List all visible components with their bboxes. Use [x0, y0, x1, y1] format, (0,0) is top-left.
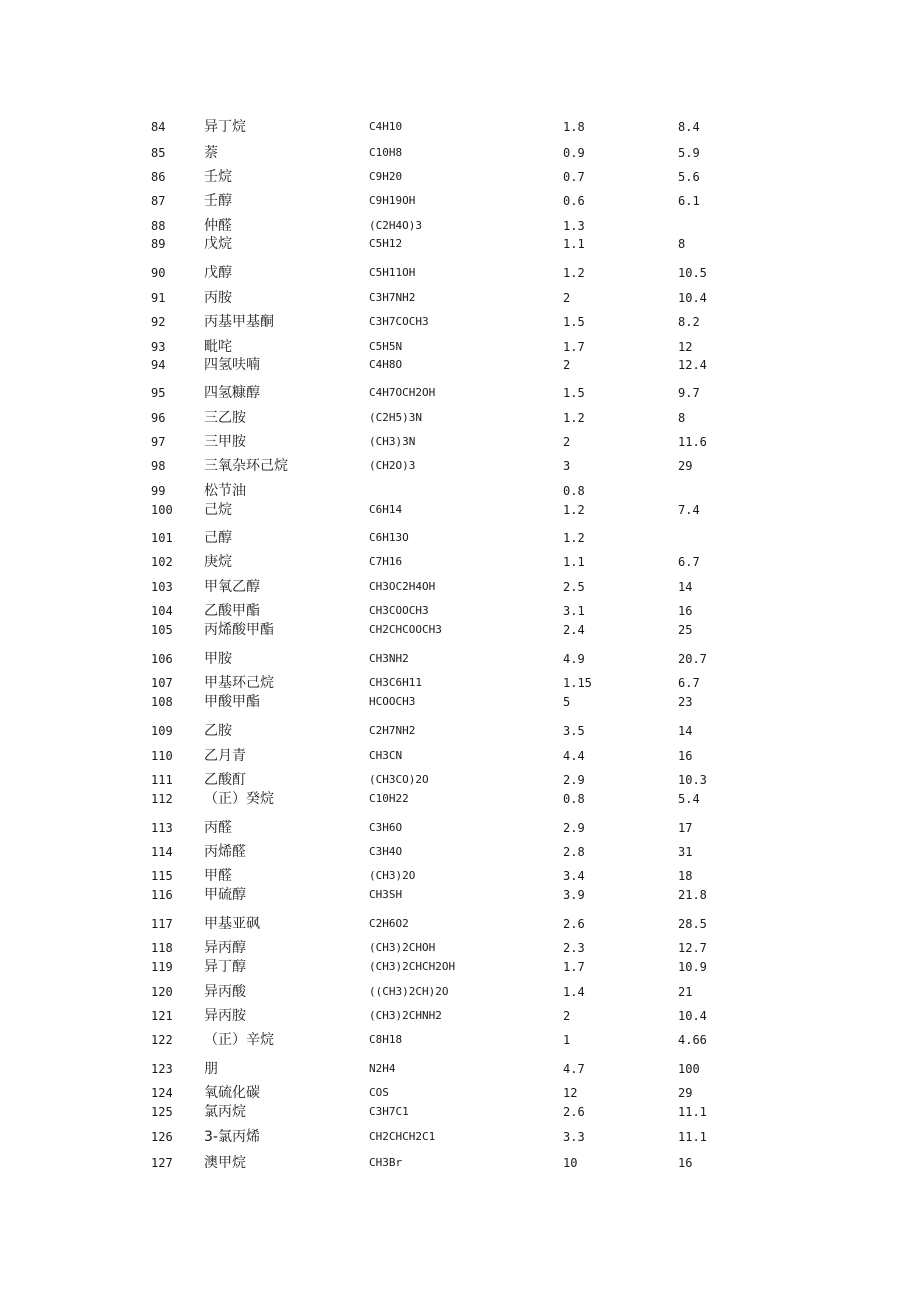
upper-limit-value: 23 [678, 695, 693, 709]
table-row [0, 552, 920, 572]
chemical-formula: C9H20 [369, 170, 403, 183]
row-number: 115 [151, 869, 173, 883]
table-row [0, 1006, 920, 1026]
upper-limit-value: 16 [678, 1156, 693, 1170]
chemical-formula: C3H4O [369, 845, 403, 858]
table-row [0, 456, 920, 476]
chemical-name: 壬醇 [204, 193, 232, 209]
table-row [0, 500, 920, 520]
table-row [0, 1030, 920, 1050]
lower-limit-value: 1.7 [563, 340, 585, 354]
upper-limit-value: 21.8 [678, 888, 707, 902]
lower-limit-value: 3 [563, 459, 571, 473]
upper-limit-value: 4.66 [678, 1033, 707, 1047]
upper-limit-value: 28.5 [678, 917, 707, 931]
lower-limit-value: 10 [563, 1156, 578, 1170]
chemical-name: 丙基甲基酮 [204, 314, 274, 330]
chemical-formula: CH3CN [369, 749, 403, 762]
row-number: 98 [151, 459, 166, 473]
chemical-formula: CH3C6H11 [369, 676, 422, 689]
upper-limit-value: 14 [678, 580, 693, 594]
table-row [0, 117, 920, 137]
lower-limit-value: 2.6 [563, 917, 585, 931]
upper-limit-value: 17 [678, 821, 693, 835]
lower-limit-value: 1.5 [563, 315, 585, 329]
chemical-formula: (CH3)2O [369, 869, 416, 882]
lower-limit-value: 3.9 [563, 888, 585, 902]
chemical-name: 毗咤 [204, 339, 232, 355]
row-number: 97 [151, 435, 166, 449]
chemical-name: 壬烷 [204, 169, 232, 185]
chemical-name: 丙烯酸甲酯 [204, 622, 274, 638]
row-number: 124 [151, 1086, 173, 1100]
row-number: 108 [151, 695, 173, 709]
table-row [0, 191, 920, 211]
chemical-name: 戊醇 [204, 265, 232, 281]
upper-limit-value: 31 [678, 845, 693, 859]
upper-limit-value: 12 [678, 340, 693, 354]
chemical-name: 异丁醇 [204, 959, 246, 975]
upper-limit-value: 10.3 [678, 773, 707, 787]
upper-limit-value: 11.1 [678, 1105, 707, 1119]
row-number: 90 [151, 266, 166, 280]
row-number: 122 [151, 1033, 173, 1047]
chemical-name: 异丙酸 [204, 984, 246, 1000]
upper-limit-value: 10.4 [678, 1009, 707, 1023]
row-number: 120 [151, 985, 173, 999]
table-row [0, 818, 920, 838]
chemical-formula: C10H22 [369, 792, 409, 805]
table-row [0, 746, 920, 766]
chemical-formula: (CH3)2CHCH2OH [369, 960, 456, 973]
row-number: 105 [151, 623, 173, 637]
row-number: 95 [151, 386, 166, 400]
row-number: 88 [151, 219, 166, 233]
chemical-formula: COS [369, 1086, 389, 1099]
lower-limit-value: 2.5 [563, 580, 585, 594]
upper-limit-value: 8.2 [678, 315, 700, 329]
row-number: 89 [151, 237, 166, 251]
chemical-formula: C4H7OCH2OH [369, 386, 436, 399]
chemical-formula: C3H6O [369, 821, 403, 834]
row-number: 92 [151, 315, 166, 329]
lower-limit-value: 1.3 [563, 219, 585, 233]
chemical-name: 异丁烷 [204, 119, 246, 135]
table-row [0, 692, 920, 712]
chemical-name: 氧硫化碳 [204, 1085, 260, 1101]
upper-limit-value: 5.9 [678, 146, 700, 160]
chemical-formula: C4H8O [369, 358, 403, 371]
chemical-formula: C3H7NH2 [369, 291, 416, 304]
lower-limit-value: 2.3 [563, 941, 585, 955]
upper-limit-value: 29 [678, 1086, 693, 1100]
row-number: 106 [151, 652, 173, 666]
upper-limit-value: 10.5 [678, 266, 707, 280]
lower-limit-value: 0.8 [563, 792, 585, 806]
chemical-name: 乙酸甲酯 [204, 603, 260, 619]
chemical-formula: (CH2O)3 [369, 459, 416, 472]
chemical-formula: (C2H5)3N [369, 411, 422, 424]
table-row [0, 982, 920, 1002]
row-number: 114 [151, 845, 173, 859]
upper-limit-value: 14 [678, 724, 693, 738]
chemical-formula: CH3COOCH3 [369, 604, 429, 617]
row-number: 104 [151, 604, 173, 618]
table-row [0, 1127, 920, 1147]
chemical-formula: C5H11OH [369, 266, 416, 279]
row-number: 99 [151, 484, 166, 498]
row-number: 87 [151, 194, 166, 208]
chemical-name: 澳甲烷 [204, 1155, 246, 1171]
row-number: 109 [151, 724, 173, 738]
upper-limit-value: 6.7 [678, 676, 700, 690]
upper-limit-value: 11.6 [678, 435, 707, 449]
table-row [0, 649, 920, 669]
lower-limit-value: 3.1 [563, 604, 585, 618]
lower-limit-value: 2.4 [563, 623, 585, 637]
upper-limit-value: 6.7 [678, 555, 700, 569]
chemical-formula: CH3OC2H4OH [369, 580, 436, 593]
row-number: 119 [151, 960, 173, 974]
row-number: 118 [151, 941, 173, 955]
upper-limit-value: 11.1 [678, 1130, 707, 1144]
chemical-formula: (CH3)2CHNH2 [369, 1009, 442, 1022]
chemical-name: 甲胺 [204, 651, 232, 667]
lower-limit-value: 1.5 [563, 386, 585, 400]
chemical-formula: C3H7C1 [369, 1105, 409, 1118]
row-number: 84 [151, 120, 166, 134]
table-row [0, 1153, 920, 1173]
row-number: 103 [151, 580, 173, 594]
lower-limit-value: 4.7 [563, 1062, 585, 1076]
chemical-formula: C5H12 [369, 237, 403, 250]
chemical-name: 三甲胺 [204, 434, 246, 450]
table-row [0, 866, 920, 886]
table-row [0, 216, 920, 236]
lower-limit-value: 0.7 [563, 170, 585, 184]
row-number: 125 [151, 1105, 173, 1119]
chemical-formula: C6H13O [369, 531, 409, 544]
lower-limit-value: 0.9 [563, 146, 585, 160]
row-number: 91 [151, 291, 166, 305]
table-row [0, 263, 920, 283]
chemical-name: 朋 [204, 1061, 218, 1077]
chemical-formula: C3H7COCH3 [369, 315, 429, 328]
upper-limit-value: 8 [678, 411, 686, 425]
table-row [0, 914, 920, 934]
table-row [0, 673, 920, 693]
lower-limit-value: 12 [563, 1086, 578, 1100]
chemical-formula: C4H10 [369, 120, 403, 133]
row-number: 107 [151, 676, 173, 690]
upper-limit-value: 5.4 [678, 792, 700, 806]
lower-limit-value: 3.4 [563, 869, 585, 883]
lower-limit-value: 1.15 [563, 676, 592, 690]
row-number: 112 [151, 792, 173, 806]
chemical-formula: C6H14 [369, 503, 403, 516]
chemical-name: 甲酸甲酯 [204, 694, 260, 710]
chemical-formula: (CH3)3N [369, 435, 416, 448]
table-row [0, 842, 920, 862]
lower-limit-value: 1.4 [563, 985, 585, 999]
lower-limit-value: 4.4 [563, 749, 585, 763]
chemical-formula: CH2CHCOOCH3 [369, 623, 442, 636]
chemical-formula: C9H19OH [369, 194, 416, 207]
lower-limit-value: 1.2 [563, 531, 585, 545]
lower-limit-value: 4.9 [563, 652, 585, 666]
upper-limit-value: 16 [678, 749, 693, 763]
lower-limit-value: 2.9 [563, 773, 585, 787]
table-row [0, 481, 920, 501]
chemical-formula: (CH3)2CHOH [369, 941, 436, 954]
row-number: 126 [151, 1130, 173, 1144]
row-number: 117 [151, 917, 173, 931]
chemical-name: 四氢糠醇 [204, 385, 260, 401]
row-number: 93 [151, 340, 166, 354]
row-number: 101 [151, 531, 173, 545]
chemical-formula: C2H7NH2 [369, 724, 416, 737]
chemical-name: 丙烯醛 [204, 844, 246, 860]
lower-limit-value: 1.2 [563, 503, 585, 517]
row-number: 102 [151, 555, 173, 569]
upper-limit-value: 8.4 [678, 120, 700, 134]
chemical-name: 庚烷 [204, 554, 232, 570]
lower-limit-value: 2 [563, 358, 571, 372]
lower-limit-value: 2.6 [563, 1105, 585, 1119]
table-row [0, 620, 920, 640]
upper-limit-value: 8 [678, 237, 686, 251]
table-row [0, 1059, 920, 1079]
lower-limit-value: 2 [563, 291, 571, 305]
table-row [0, 337, 920, 357]
row-number: 123 [151, 1062, 173, 1076]
table-row [0, 1102, 920, 1122]
chemical-name: 甲硫醇 [204, 887, 246, 903]
chemical-name: 乙酸酊 [204, 772, 246, 788]
chemical-name: 乙月青 [204, 748, 246, 764]
chemical-formula: C2H6O2 [369, 917, 409, 930]
upper-limit-value: 12.4 [678, 358, 707, 372]
table-row [0, 721, 920, 741]
table-row [0, 789, 920, 809]
chemical-name: 萘 [204, 145, 218, 161]
table-row [0, 432, 920, 452]
upper-limit-value: 20.7 [678, 652, 707, 666]
chemical-name: 异丙胺 [204, 1008, 246, 1024]
chemical-name: 甲基亚砜 [204, 916, 260, 932]
table-row [0, 383, 920, 403]
lower-limit-value: 2 [563, 435, 571, 449]
chemical-formula: C8H18 [369, 1033, 403, 1046]
lower-limit-value: 0.6 [563, 194, 585, 208]
chemical-formula: CH3NH2 [369, 652, 409, 665]
lower-limit-value: 2 [563, 1009, 571, 1023]
chemical-formula: C5H5N [369, 340, 403, 353]
chemical-formula: C7H16 [369, 555, 403, 568]
chemical-formula: N2H4 [369, 1062, 396, 1075]
row-number: 100 [151, 503, 173, 517]
chemical-name: 戊烷 [204, 236, 232, 252]
chemical-name: 甲醛 [204, 868, 232, 884]
lower-limit-value: 0.8 [563, 484, 585, 498]
chemical-name: 丙醛 [204, 820, 232, 836]
table-row [0, 288, 920, 308]
table-row [0, 167, 920, 187]
chemical-name: 异丙醇 [204, 940, 246, 956]
upper-limit-value: 7.4 [678, 503, 700, 517]
upper-limit-value: 6.1 [678, 194, 700, 208]
upper-limit-value: 10.4 [678, 291, 707, 305]
row-number: 85 [151, 146, 166, 160]
table-row [0, 408, 920, 428]
chemical-name: （正）辛烷 [204, 1032, 274, 1048]
lower-limit-value: 1 [563, 1033, 571, 1047]
chemical-name: （正）癸烷 [204, 791, 274, 807]
row-number: 127 [151, 1156, 173, 1170]
table-row [0, 312, 920, 332]
chemical-name: 甲氧乙醇 [204, 579, 260, 595]
row-number: 116 [151, 888, 173, 902]
upper-limit-value: 100 [678, 1062, 700, 1076]
table-row [0, 770, 920, 790]
table-row [0, 601, 920, 621]
upper-limit-value: 18 [678, 869, 693, 883]
chemical-name: 三氧杂环己烷 [204, 458, 288, 474]
upper-limit-value: 9.7 [678, 386, 700, 400]
chemical-formula: CH3Br [369, 1156, 403, 1169]
table-row [0, 885, 920, 905]
chemical-formula: (C2H4O)3 [369, 219, 422, 232]
chemical-name: 甲基环己烷 [204, 675, 274, 691]
chemical-name: 四氢呋喃 [204, 357, 260, 373]
chemical-name: 3-氯丙烯 [204, 1129, 260, 1145]
chemical-name: 乙胺 [204, 723, 232, 739]
lower-limit-value: 1.1 [563, 237, 585, 251]
table-row [0, 957, 920, 977]
chemical-formula: C10H8 [369, 146, 403, 159]
lower-limit-value: 5 [563, 695, 571, 709]
chemical-formula: (CH3CO)2O [369, 773, 429, 786]
table-row [0, 355, 920, 375]
row-number: 113 [151, 821, 173, 835]
table-row [0, 234, 920, 254]
upper-limit-value: 5.6 [678, 170, 700, 184]
row-number: 111 [151, 773, 173, 787]
table-row [0, 528, 920, 548]
chemical-formula: ((CH3)2CH)2O [369, 985, 449, 998]
chemical-name: 仲醛 [204, 218, 232, 234]
row-number: 110 [151, 749, 173, 763]
lower-limit-value: 3.5 [563, 724, 585, 738]
row-number: 96 [151, 411, 166, 425]
upper-limit-value: 10.9 [678, 960, 707, 974]
row-number: 94 [151, 358, 166, 372]
chemical-formula: CH2CHCH2C1 [369, 1130, 436, 1143]
chemical-formula: CH3SH [369, 888, 403, 901]
upper-limit-value: 12.7 [678, 941, 707, 955]
lower-limit-value: 1.7 [563, 960, 585, 974]
lower-limit-value: 1.1 [563, 555, 585, 569]
upper-limit-value: 16 [678, 604, 693, 618]
lower-limit-value: 2.8 [563, 845, 585, 859]
lower-limit-value: 3.3 [563, 1130, 585, 1144]
chemical-name: 己烷 [204, 502, 232, 518]
upper-limit-value: 25 [678, 623, 693, 637]
table-row [0, 1083, 920, 1103]
chemical-name: 松节油 [204, 483, 246, 499]
row-number: 121 [151, 1009, 173, 1023]
chemical-name: 己醇 [204, 530, 232, 546]
lower-limit-value: 2.9 [563, 821, 585, 835]
chemical-formula: HCOOCH3 [369, 695, 416, 708]
upper-limit-value: 21 [678, 985, 693, 999]
lower-limit-value: 1.2 [563, 266, 585, 280]
table-row [0, 938, 920, 958]
table-row [0, 577, 920, 597]
chemical-name: 三乙胺 [204, 410, 246, 426]
lower-limit-value: 1.8 [563, 120, 585, 134]
upper-limit-value: 29 [678, 459, 693, 473]
chemical-name: 丙胺 [204, 290, 232, 306]
table-row [0, 143, 920, 163]
lower-limit-value: 1.2 [563, 411, 585, 425]
row-number: 86 [151, 170, 166, 184]
chemical-name: 氯丙烷 [204, 1104, 246, 1120]
